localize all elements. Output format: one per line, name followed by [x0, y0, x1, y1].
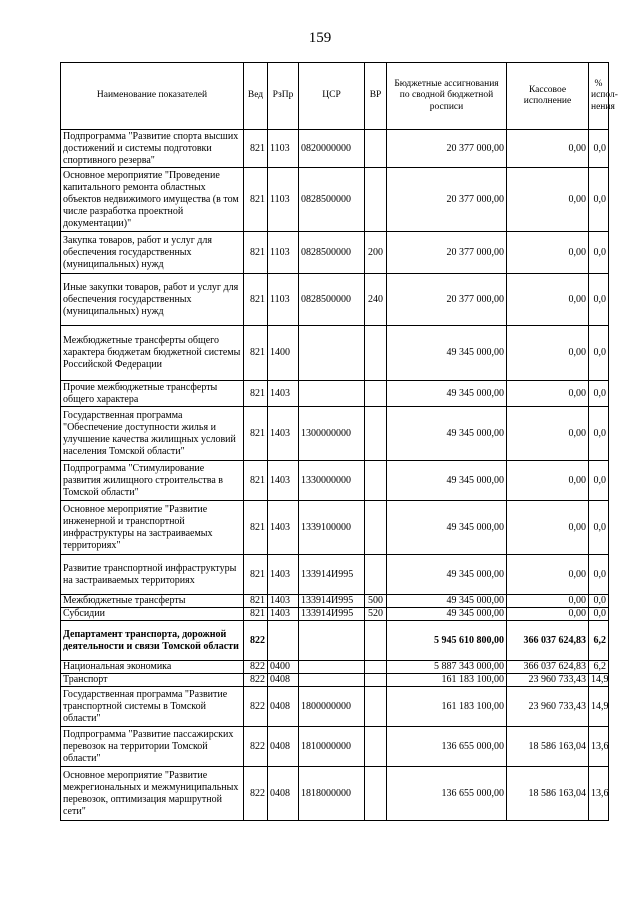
cell-name: Подпрограмма "Развитие пассажирских перевозок на территории Томской области"	[61, 727, 244, 767]
table-row	[61, 407, 609, 461]
cell-name: Закупка товаров, работ и услуг для обеспечения государственных (муниципальных) нужд	[61, 232, 244, 274]
cell-pct: 14,9	[589, 674, 609, 687]
cell-budget: 5 945 610 800,00	[387, 621, 507, 661]
cell-pct: 0,0	[589, 407, 609, 461]
cell-csr: 0820000000	[299, 130, 365, 168]
cell-csr: 133914И995	[299, 555, 365, 595]
cell-ved: 822	[244, 621, 268, 661]
cell-csr	[299, 661, 365, 674]
cell-cash: 23 960 733,43	[507, 687, 589, 727]
cell-cash: 366 037 624,83	[507, 661, 589, 674]
cell-vr	[365, 326, 387, 381]
cell-csr	[299, 621, 365, 661]
cell-vr: 240	[365, 274, 387, 326]
cell-pct: 0,0	[589, 232, 609, 274]
cell-rzpr: 1103	[268, 232, 299, 274]
cell-rzpr: 1103	[268, 168, 299, 232]
cell-csr: 0828500000	[299, 274, 365, 326]
cell-ved: 821	[244, 555, 268, 595]
cell-cash: 0,00	[507, 555, 589, 595]
cell-rzpr: 0408	[268, 767, 299, 821]
cell-name: Подпрограмма "Стимулирование развития жилищного строительства в Томской области"	[61, 461, 244, 501]
cell-rzpr: 1403	[268, 407, 299, 461]
cell-csr	[299, 381, 365, 407]
cell-budget: 49 345 000,00	[387, 381, 507, 407]
header-rzpr: РзПр	[268, 63, 299, 130]
cell-rzpr: 1403	[268, 501, 299, 555]
cell-ved: 821	[244, 381, 268, 407]
cell-cash: 0,00	[507, 608, 589, 621]
cell-pct: 0,0	[589, 555, 609, 595]
cell-vr: 500	[365, 595, 387, 608]
table-row	[61, 461, 609, 501]
cell-pct: 0,0	[589, 595, 609, 608]
cell-rzpr: 0408	[268, 674, 299, 687]
cell-rzpr: 0408	[268, 687, 299, 727]
cell-vr	[365, 555, 387, 595]
cell-name: Развитие транспортной инфраструктуры на застраиваемых территориях	[61, 555, 244, 595]
cell-pct: 0,0	[589, 461, 609, 501]
header-ved: Вед	[244, 63, 268, 130]
cell-cash: 18 586 163,04	[507, 767, 589, 821]
cell-cash: 23 960 733,43	[507, 674, 589, 687]
cell-cash: 366 037 624,83	[507, 621, 589, 661]
cell-rzpr: 0400	[268, 661, 299, 674]
cell-name: Межбюджетные трансферты общего характера бюджетам бюджетной системы Российской Федерации	[61, 326, 244, 381]
cell-rzpr	[268, 621, 299, 661]
cell-budget: 20 377 000,00	[387, 232, 507, 274]
cell-vr	[365, 767, 387, 821]
cell-cash: 0,00	[507, 232, 589, 274]
table-row	[61, 595, 609, 608]
table-row	[61, 674, 609, 687]
cell-ved: 822	[244, 674, 268, 687]
cell-cash: 0,00	[507, 274, 589, 326]
table-row	[61, 555, 609, 595]
cell-ved: 821	[244, 595, 268, 608]
cell-vr	[365, 130, 387, 168]
cell-pct: 6,2	[589, 621, 609, 661]
cell-csr: 0828500000	[299, 232, 365, 274]
table-row	[61, 130, 609, 168]
cell-name: Подпрограмма "Развитие спорта высших достижений и системы подготовки спортивного резерва"	[61, 130, 244, 168]
cell-budget: 49 345 000,00	[387, 555, 507, 595]
cell-ved: 821	[244, 461, 268, 501]
table-row	[61, 274, 609, 326]
cell-vr: 520	[365, 608, 387, 621]
cell-rzpr: 1103	[268, 130, 299, 168]
cell-name: Национальная экономика	[61, 661, 244, 674]
table-row	[61, 767, 609, 821]
table-row	[61, 501, 609, 555]
cell-csr: 133914И995	[299, 595, 365, 608]
cell-cash: 0,00	[507, 381, 589, 407]
cell-budget: 136 655 000,00	[387, 727, 507, 767]
table-row	[61, 687, 609, 727]
cell-cash: 0,00	[507, 407, 589, 461]
cell-cash: 0,00	[507, 461, 589, 501]
cell-budget: 49 345 000,00	[387, 501, 507, 555]
table-header-row	[61, 63, 609, 130]
cell-name: Департамент транспорта, дорожной деятельности и связи Томской области	[61, 621, 244, 661]
cell-csr: 1330000000	[299, 461, 365, 501]
cell-cash: 18 586 163,04	[507, 727, 589, 767]
table-row	[61, 727, 609, 767]
cell-cash: 0,00	[507, 168, 589, 232]
table-row	[61, 232, 609, 274]
cell-name: Государственная программа "Развитие транспортной системы в Томской области"	[61, 687, 244, 727]
cell-budget: 49 345 000,00	[387, 461, 507, 501]
cell-vr	[365, 461, 387, 501]
cell-name: Основное мероприятие "Развитие межрегиональных и межмуниципальных перевозок, оптимизация маршрутной сети"	[61, 767, 244, 821]
cell-vr	[365, 727, 387, 767]
cell-budget: 49 345 000,00	[387, 608, 507, 621]
cell-csr: 1300000000	[299, 407, 365, 461]
cell-pct: 0,0	[589, 274, 609, 326]
cell-budget: 20 377 000,00	[387, 274, 507, 326]
cell-vr	[365, 168, 387, 232]
cell-csr: 1339100000	[299, 501, 365, 555]
cell-rzpr: 1403	[268, 555, 299, 595]
header-vr: ВР	[365, 63, 387, 130]
cell-vr	[365, 407, 387, 461]
header-budget: Бюджетные ассигнования по сводной бюджетной росписи	[387, 63, 507, 130]
header-name: Наименование показателей	[61, 63, 244, 130]
cell-name: Иные закупки товаров, работ и услуг для обеспечения государственных (муниципальных) нужд	[61, 274, 244, 326]
cell-budget: 20 377 000,00	[387, 130, 507, 168]
page-number: 159	[308, 30, 332, 46]
cell-ved: 822	[244, 661, 268, 674]
cell-ved: 821	[244, 501, 268, 555]
table-row	[61, 168, 609, 232]
cell-pct: 13,6	[589, 727, 609, 767]
cell-pct: 0,0	[589, 381, 609, 407]
cell-rzpr: 1403	[268, 461, 299, 501]
table-row	[61, 661, 609, 674]
cell-name: Субсидии	[61, 608, 244, 621]
cell-vr	[365, 501, 387, 555]
cell-vr	[365, 621, 387, 661]
cell-pct: 0,0	[589, 501, 609, 555]
cell-cash: 0,00	[507, 595, 589, 608]
cell-budget: 49 345 000,00	[387, 407, 507, 461]
cell-cash: 0,00	[507, 501, 589, 555]
cell-vr	[365, 661, 387, 674]
cell-name: Прочие межбюджетные трансферты общего характера	[61, 381, 244, 407]
table-row	[61, 621, 609, 661]
cell-name: Государственная программа "Обеспечение доступности жилья и улучшение качества жилищных условий населения Томской области"	[61, 407, 244, 461]
cell-pct: 0,0	[589, 168, 609, 232]
table-row	[61, 608, 609, 621]
cell-csr	[299, 326, 365, 381]
cell-rzpr: 1103	[268, 274, 299, 326]
cell-budget: 49 345 000,00	[387, 326, 507, 381]
cell-name: Основное мероприятие "Развитие инженерной и транспортной инфраструктуры на застраиваемых территориях"	[61, 501, 244, 555]
cell-vr: 200	[365, 232, 387, 274]
cell-pct: 14,9	[589, 687, 609, 727]
cell-ved: 822	[244, 687, 268, 727]
cell-cash: 0,00	[507, 326, 589, 381]
table-row	[61, 326, 609, 381]
cell-name: Межбюджетные трансферты	[61, 595, 244, 608]
cell-cash: 0,00	[507, 130, 589, 168]
cell-pct: 0,0	[589, 608, 609, 621]
header-csr: ЦСР	[299, 63, 365, 130]
cell-budget: 161 183 100,00	[387, 687, 507, 727]
cell-csr: 133914И995	[299, 608, 365, 621]
cell-ved: 822	[244, 767, 268, 821]
cell-ved: 821	[244, 232, 268, 274]
cell-vr	[365, 381, 387, 407]
budget-execution-table	[60, 62, 618, 821]
cell-rzpr: 1403	[268, 381, 299, 407]
cell-budget: 136 655 000,00	[387, 767, 507, 821]
header-pct: % испол- нения	[589, 63, 609, 130]
cell-ved: 821	[244, 130, 268, 168]
cell-ved: 821	[244, 274, 268, 326]
table-row	[61, 381, 609, 407]
cell-budget: 5 887 343 000,00	[387, 661, 507, 674]
cell-rzpr: 1403	[268, 595, 299, 608]
cell-pct: 0,0	[589, 130, 609, 168]
cell-rzpr: 1403	[268, 608, 299, 621]
cell-ved: 821	[244, 407, 268, 461]
cell-csr: 1810000000	[299, 727, 365, 767]
cell-ved: 821	[244, 608, 268, 621]
cell-csr	[299, 674, 365, 687]
cell-rzpr: 1400	[268, 326, 299, 381]
header-cash: Кассовое исполнение	[507, 63, 589, 130]
cell-ved: 821	[244, 168, 268, 232]
cell-ved: 821	[244, 326, 268, 381]
cell-ved: 822	[244, 727, 268, 767]
cell-vr	[365, 674, 387, 687]
cell-budget: 49 345 000,00	[387, 595, 507, 608]
cell-name: Основное мероприятие "Проведение капитального ремонта областных объектов недвижимого имущества (в том числе разработка проектной документации)"	[61, 168, 244, 232]
cell-pct: 0,0	[589, 326, 609, 381]
cell-pct: 13,6	[589, 767, 609, 821]
cell-csr: 1800000000	[299, 687, 365, 727]
cell-vr	[365, 687, 387, 727]
cell-pct: 6,2	[589, 661, 609, 674]
cell-csr: 1818000000	[299, 767, 365, 821]
cell-budget: 20 377 000,00	[387, 168, 507, 232]
cell-rzpr: 0408	[268, 727, 299, 767]
cell-csr: 0828500000	[299, 168, 365, 232]
cell-name: Транспорт	[61, 674, 244, 687]
cell-budget: 161 183 100,00	[387, 674, 507, 687]
